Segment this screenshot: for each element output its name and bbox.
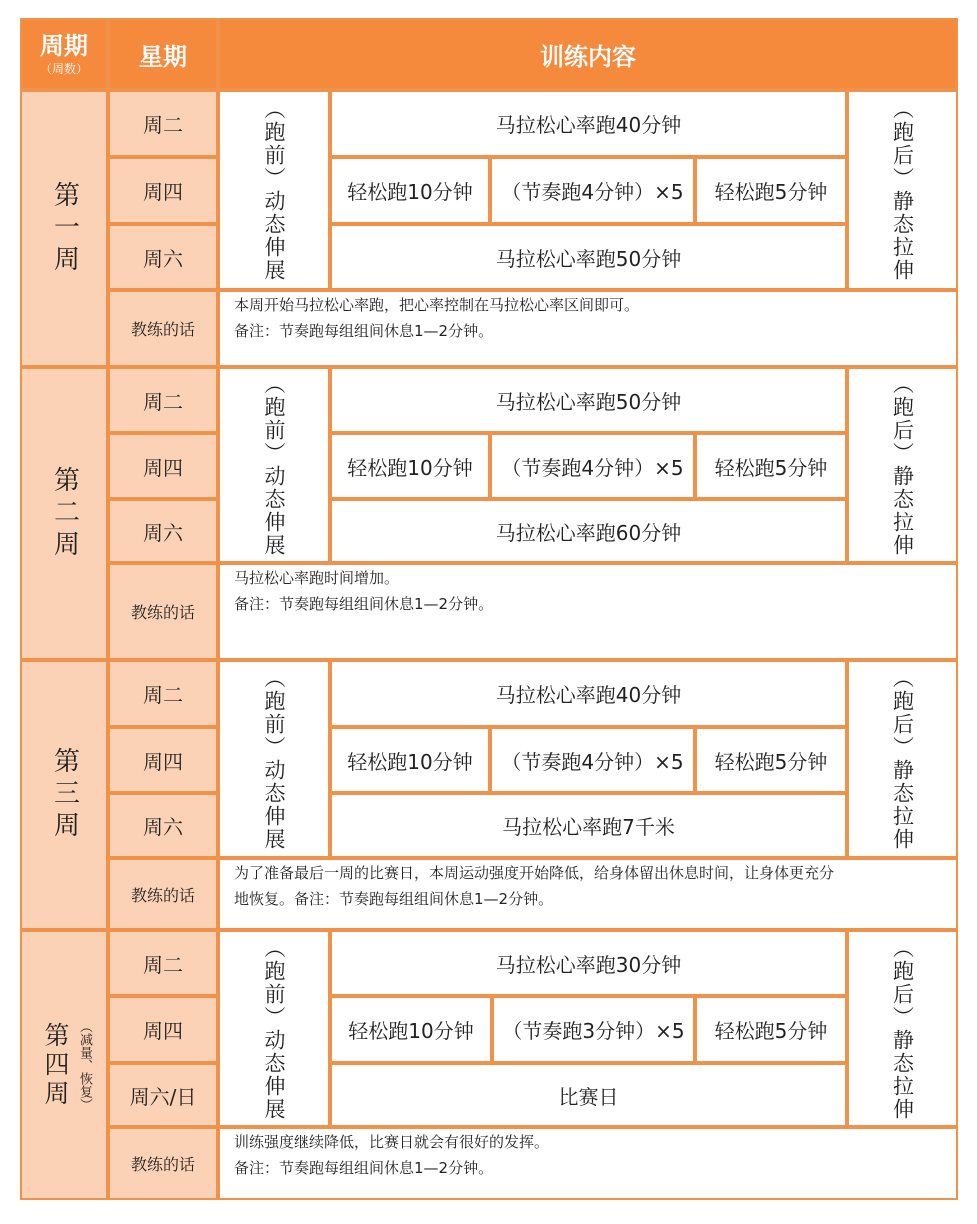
activity: 轻松跑10分钟 xyxy=(348,1019,474,1043)
week-1-note xyxy=(218,290,958,367)
week-1-day-1 xyxy=(108,90,218,157)
coach-label: 教练的话 xyxy=(130,1155,195,1174)
header-period-sub: （周数） xyxy=(39,61,88,76)
header-content-label: 训练内容 xyxy=(540,42,636,71)
week-4-row-1 xyxy=(330,930,847,996)
week-3-post-stretch xyxy=(847,660,958,858)
week-2-row-1 xyxy=(330,367,847,433)
week-1-row-3 xyxy=(330,224,847,290)
note-line: 地恢复。备注：节奏跑每组组间休息1—2分钟。 xyxy=(234,890,554,908)
note-line: 训练强度继续降低，比赛日就会有很好的发挥。 xyxy=(234,1133,550,1151)
week-3-label xyxy=(20,660,108,930)
note-line: 本周开始马拉松心率跑，把心率控制在马拉松心率区间即可。 xyxy=(234,296,640,314)
activity: 轻松跑5分钟 xyxy=(714,180,828,204)
week-1-row-2-a xyxy=(330,157,490,224)
day-label: 周二 xyxy=(143,683,183,707)
week-2-day-3 xyxy=(108,499,218,563)
day-label: 周二 xyxy=(143,113,183,137)
activity: 轻松跑10分钟 xyxy=(347,455,473,480)
week-2-row-2-b xyxy=(490,433,695,499)
activity: 马拉松心率跑40分钟 xyxy=(495,113,682,137)
activity: 轻松跑5分钟 xyxy=(714,1019,828,1043)
day-label: 周六/日 xyxy=(129,1084,197,1109)
day-label: 周六 xyxy=(143,815,183,839)
week-2-label xyxy=(20,367,108,660)
header-weekday xyxy=(108,18,218,90)
activity: 轻松跑5分钟 xyxy=(714,455,828,480)
activity: 比赛日 xyxy=(558,1084,619,1109)
header-content xyxy=(218,18,958,90)
header-period: 周期 xyxy=(40,31,88,60)
week-3-pre-stretch xyxy=(218,660,330,858)
week-2-row-2-c xyxy=(695,433,847,499)
week-2-pre-stretch xyxy=(218,367,330,563)
day-label: 周四 xyxy=(143,749,183,774)
pre-stretch-label: （跑前）动态伸展 xyxy=(262,98,286,282)
activity: （节奏跑4分钟）×5 xyxy=(501,180,684,204)
activity: 马拉松心率跑30分钟 xyxy=(495,952,682,977)
week-3-day-3 xyxy=(108,793,218,858)
week-3-day-1 xyxy=(108,660,218,727)
activity: 马拉松心率跑50分钟 xyxy=(495,389,682,414)
note-line: 马拉松心率跑时间增加。 xyxy=(234,569,400,587)
day-label: 周六 xyxy=(143,246,183,271)
week-3-day-2 xyxy=(108,727,218,793)
header-period-cell xyxy=(20,18,108,90)
week-name: 第二周 xyxy=(49,465,80,562)
day-label: 周四 xyxy=(143,1019,183,1043)
coach-label: 教练的话 xyxy=(130,320,195,339)
week-4-row-2-c xyxy=(695,996,847,1063)
day-label: 周二 xyxy=(143,952,183,977)
week-4-label xyxy=(20,930,108,1200)
note-line: 备注：节奏跑每组组间休息1—2分钟。 xyxy=(234,322,494,340)
activity: 轻松跑10分钟 xyxy=(347,180,473,204)
week-3-row-1 xyxy=(330,660,847,727)
week-1-day-3 xyxy=(108,224,218,290)
activity: （节奏跑4分钟）×5 xyxy=(501,455,684,480)
activity: 马拉松心率跑7千米 xyxy=(502,815,675,839)
activity: 马拉松心率跑60分钟 xyxy=(495,520,682,545)
week-4-coach-label xyxy=(108,1127,218,1200)
post-stretch-label: （跑后）静态拉伸 xyxy=(890,936,915,1121)
week-4-day-3 xyxy=(108,1063,218,1127)
day-label: 周二 xyxy=(143,389,183,414)
week-1-row-1 xyxy=(330,90,847,157)
week-2-row-3 xyxy=(330,499,847,563)
week-4-day-2 xyxy=(108,996,218,1063)
pre-stretch-label: （跑前）动态伸展 xyxy=(262,667,286,851)
week-4-post-stretch xyxy=(847,930,958,1127)
week-2-day-2 xyxy=(108,433,218,499)
week-3-row-2-b xyxy=(490,727,695,793)
activity: 轻松跑10分钟 xyxy=(347,749,473,774)
week-2-coach-label xyxy=(108,563,218,660)
week-3-note xyxy=(218,858,958,930)
week-3-row-2-c xyxy=(695,727,847,793)
week-1-label xyxy=(20,90,108,367)
activity: （节奏跑3分钟）×5 xyxy=(502,1019,685,1043)
week-3-row-2-a xyxy=(330,727,490,793)
pre-stretch-label: （跑前）动态伸展 xyxy=(262,936,286,1121)
activity: 马拉松心率跑50分钟 xyxy=(495,246,682,271)
week-3-row-3 xyxy=(330,793,847,858)
week-1-row-2-b xyxy=(490,157,695,224)
week-4-pre-stretch xyxy=(218,930,330,1127)
post-stretch-label: （跑后）静态拉伸 xyxy=(890,667,915,851)
week-2-note xyxy=(218,563,958,660)
week-4-note xyxy=(218,1127,958,1200)
post-stretch-label: （跑后）静态拉伸 xyxy=(890,373,915,557)
week-4-row-2-a xyxy=(330,996,492,1063)
post-stretch-label: （跑后）静态拉伸 xyxy=(890,98,915,282)
week-2-post-stretch xyxy=(847,367,958,563)
week-name: 第三周 xyxy=(49,747,80,843)
activity: （节奏跑4分钟）×5 xyxy=(501,749,684,774)
week-4-day-1 xyxy=(108,930,218,996)
day-label: 周四 xyxy=(143,455,183,480)
day-label: 周四 xyxy=(143,180,183,204)
week-name: 第四周 xyxy=(41,1021,70,1109)
activity: 马拉松心率跑40分钟 xyxy=(495,683,682,707)
week-1-coach-label xyxy=(108,290,218,367)
week-1-row-2-c xyxy=(695,157,847,224)
note-line: 备注：节奏跑每组组间休息1—2分钟。 xyxy=(234,595,494,613)
note-line: 备注：节奏跑每组组间休息1—2分钟。 xyxy=(234,1159,494,1177)
week-2-day-1 xyxy=(108,367,218,433)
week-name: 第一周 xyxy=(49,180,80,277)
week-3-coach-label xyxy=(108,858,218,930)
activity: 轻松跑5分钟 xyxy=(714,749,828,774)
week-1-post-stretch xyxy=(847,90,958,290)
week-1-day-2 xyxy=(108,157,218,224)
week-subtitle: （减量、恢复） xyxy=(77,1019,92,1111)
coach-label: 教练的话 xyxy=(130,603,195,622)
coach-label: 教练的话 xyxy=(130,885,195,905)
note-line: 为了准备最后一周的比赛日，本周运动强度开始降低，给身体留出休息时间，让身体更充分 xyxy=(234,864,835,882)
day-label: 周六 xyxy=(143,520,183,545)
week-4-row-2-b xyxy=(492,996,695,1063)
header-weekday-label: 星期 xyxy=(139,42,187,71)
week-2-row-2-a xyxy=(330,433,490,499)
week-4-row-3 xyxy=(330,1063,847,1127)
week-1-pre-stretch xyxy=(218,90,330,290)
pre-stretch-label: （跑前）动态伸展 xyxy=(262,373,286,557)
